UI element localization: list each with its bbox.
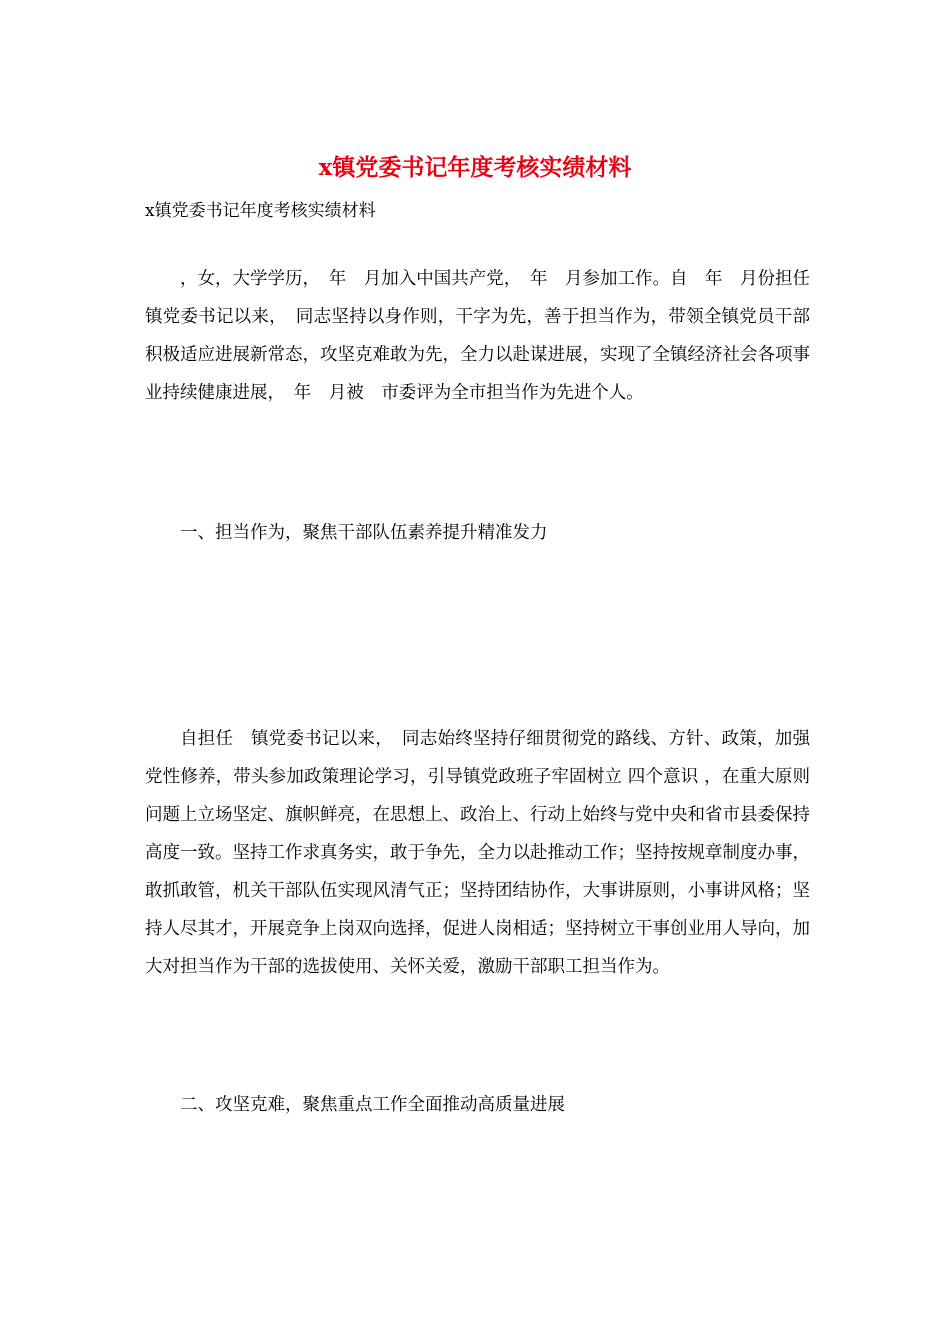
body-paragraph-1: ，女，大学学历， 年 月加入中国共产党， 年 月参加工作。自 年 月份担任 镇党委书记以来， 同志坚持以身作则，干字为先，善于担当作为，带领全镇党员干部积极适应进展新常态，攻坚克难敢为先，全力以赴谋进展，实现了全镇经济社会各项事业持续健康进展， 年 月被 市委评为全市担当作为先进个人。 <box>145 269 828 403</box>
document-title: x镇党委书记年度考核实绩材料 <box>318 154 632 181</box>
section-heading-1: 一、担当作为，聚焦干部队伍素养提升精准发力 <box>180 523 548 543</box>
section-heading-2: 二、攻坚克难，聚焦重点工作全面推动高质量进展 <box>180 1095 565 1115</box>
document-subtitle: x镇党委书记年度考核实绩材料 <box>145 201 376 221</box>
body-paragraph-2: 自担任 镇党委书记以来， 同志始终坚持仔细贯彻党的路线、方针、政策，加强党性修养，带头参加政策理论学习，引导镇党政班子牢固树立 四个意识 ，在重大原则问题上立场坚定、旗帜鲜亮，在思想上、政治上、行动上始终与党中央和省市县委保持高度一致。坚持工作求真务实，敢于争先，全力以赴推动工作；坚持按规章制度办事，敢抓敢管，机关干部队伍实现风清气正；坚持团结协作，大事讲原则，小事讲风格；坚持人尽其才，开展竞争上岗双向选择，促进人岗相适；坚持树立干事创业用人导向，加大对担当作为干部的选拔使用、关怀关爱，激励干部职工担当作为。 <box>145 729 810 977</box>
